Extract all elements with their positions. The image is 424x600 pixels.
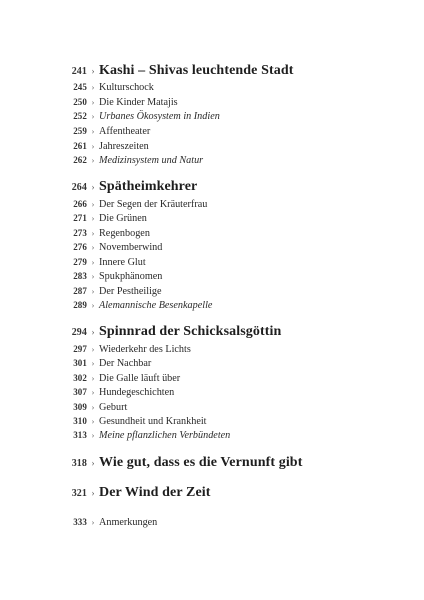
heading-title: Spinnrad der Schicksalsgöttin bbox=[99, 324, 282, 339]
separator-icon: › bbox=[91, 388, 95, 397]
page-number: 313 bbox=[73, 430, 87, 440]
page-number: 273 bbox=[73, 228, 87, 238]
page-number: 264 bbox=[71, 182, 87, 193]
page-number: 333 bbox=[73, 517, 87, 527]
entry-title: Die Kinder Matajis bbox=[99, 97, 178, 108]
page-number: 271 bbox=[73, 213, 87, 223]
toc-entry bbox=[66, 111, 220, 122]
separator-icon: › bbox=[91, 327, 95, 337]
entry-title: Medizinsystem und Natur bbox=[99, 155, 204, 166]
toc-entry bbox=[66, 126, 150, 137]
toc-entry bbox=[66, 300, 212, 311]
entry-title: Regenbogen bbox=[99, 228, 150, 239]
entry-title: Innere Glut bbox=[99, 257, 146, 268]
page-number: 294 bbox=[71, 327, 87, 338]
separator-icon: › bbox=[91, 488, 95, 498]
entry-title: Wiederkehr des Lichts bbox=[99, 344, 191, 355]
page-number: 283 bbox=[73, 271, 87, 281]
toc-entry bbox=[66, 257, 146, 268]
separator-icon: › bbox=[91, 359, 95, 368]
separator-icon: › bbox=[91, 518, 95, 527]
entry-title: Der Nachbar bbox=[99, 358, 152, 369]
toc-entry bbox=[66, 199, 207, 210]
page-number: 310 bbox=[73, 416, 87, 426]
heading-title: Kashi – Shivas leuchtende Stadt bbox=[99, 63, 294, 78]
separator-icon: › bbox=[91, 301, 95, 310]
separator-icon: › bbox=[91, 127, 95, 136]
entry-title: Anmerkungen bbox=[99, 517, 158, 528]
entry-title: Die Galle läuft über bbox=[99, 373, 181, 384]
page-number: 241 bbox=[71, 66, 87, 77]
toc-entry-anmerkungen bbox=[66, 517, 157, 528]
toc-entry bbox=[66, 387, 174, 398]
page-number: 279 bbox=[73, 257, 87, 267]
entry-title: Die Grünen bbox=[99, 213, 147, 224]
toc-entry bbox=[66, 286, 162, 297]
toc-entry bbox=[66, 430, 230, 441]
separator-icon: › bbox=[91, 243, 95, 252]
separator-icon: › bbox=[91, 98, 95, 107]
heading-title: Der Wind der Zeit bbox=[99, 485, 211, 500]
entry-title: Urbanes Ökosystem in Indien bbox=[99, 111, 220, 122]
page-number: 307 bbox=[73, 387, 87, 397]
toc-entry bbox=[66, 402, 127, 413]
toc-heading-vernunft bbox=[66, 455, 302, 471]
page-number: 262 bbox=[73, 155, 87, 165]
page-number: 301 bbox=[73, 358, 87, 368]
separator-icon: › bbox=[91, 83, 95, 92]
toc-heading-spaetheimkehrer bbox=[66, 179, 197, 195]
page-number: 250 bbox=[73, 97, 87, 107]
toc-entry bbox=[66, 373, 180, 384]
toc-entry bbox=[66, 344, 191, 355]
separator-icon: › bbox=[91, 142, 95, 151]
page-number: 245 bbox=[73, 82, 87, 92]
entry-title: Jahreszeiten bbox=[99, 141, 149, 152]
toc-entry bbox=[66, 416, 207, 427]
separator-icon: › bbox=[91, 403, 95, 412]
page-number: 252 bbox=[73, 111, 87, 121]
separator-icon: › bbox=[91, 258, 95, 267]
toc-entry bbox=[66, 82, 154, 93]
page-number: 276 bbox=[73, 242, 87, 252]
entry-title: Der Pestheilige bbox=[99, 286, 162, 297]
page-number: 318 bbox=[71, 458, 87, 469]
separator-icon: › bbox=[91, 272, 95, 281]
toc-entry bbox=[66, 141, 149, 152]
separator-icon: › bbox=[91, 156, 95, 165]
page-number: 297 bbox=[73, 344, 87, 354]
toc-entry bbox=[66, 155, 203, 166]
separator-icon: › bbox=[91, 229, 95, 238]
toc-entry bbox=[66, 242, 162, 253]
heading-title: Wie gut, dass es die Vernunft gibt bbox=[99, 455, 303, 470]
separator-icon: › bbox=[91, 200, 95, 209]
entry-title: Novemberwind bbox=[99, 242, 163, 253]
page-number: 266 bbox=[73, 199, 87, 209]
page-number: 309 bbox=[73, 402, 87, 412]
separator-icon: › bbox=[91, 112, 95, 121]
page-number: 289 bbox=[73, 300, 87, 310]
separator-icon: › bbox=[91, 66, 95, 76]
entry-title: Kulturschock bbox=[99, 82, 154, 93]
entry-title: Spukphänomen bbox=[99, 271, 163, 282]
separator-icon: › bbox=[91, 431, 95, 440]
separator-icon: › bbox=[91, 417, 95, 426]
entry-title: Gesundheit und Krankheit bbox=[99, 416, 207, 427]
entry-title: Geburt bbox=[99, 402, 128, 413]
separator-icon: › bbox=[91, 214, 95, 223]
entry-title: Meine pflanzlichen Verbündeten bbox=[99, 430, 231, 441]
heading-title: Spätheimkehrer bbox=[99, 179, 198, 194]
toc-heading-kashi bbox=[66, 63, 293, 79]
separator-icon: › bbox=[91, 374, 95, 383]
entry-title: Der Segen der Kräuterfrau bbox=[99, 199, 208, 210]
entry-title: Alemannische Besenkapelle bbox=[99, 300, 213, 311]
toc-entry bbox=[66, 358, 151, 369]
toc-heading-spinnrad bbox=[66, 324, 281, 340]
separator-icon: › bbox=[91, 458, 95, 468]
page-number: 259 bbox=[73, 126, 87, 136]
separator-icon: › bbox=[91, 287, 95, 296]
separator-icon: › bbox=[91, 345, 95, 354]
page-number: 287 bbox=[73, 286, 87, 296]
entry-title: Hundegeschichten bbox=[99, 387, 175, 398]
toc-heading-wind-der-zeit bbox=[66, 485, 211, 501]
page-number: 261 bbox=[73, 141, 87, 151]
entry-title: Affentheater bbox=[99, 126, 151, 137]
toc-entry bbox=[66, 213, 147, 224]
toc-entry bbox=[66, 228, 150, 239]
toc-entry bbox=[66, 97, 178, 108]
separator-icon: › bbox=[91, 182, 95, 192]
page-number: 302 bbox=[73, 373, 87, 383]
toc-entry bbox=[66, 271, 162, 282]
page-number: 321 bbox=[71, 488, 87, 499]
